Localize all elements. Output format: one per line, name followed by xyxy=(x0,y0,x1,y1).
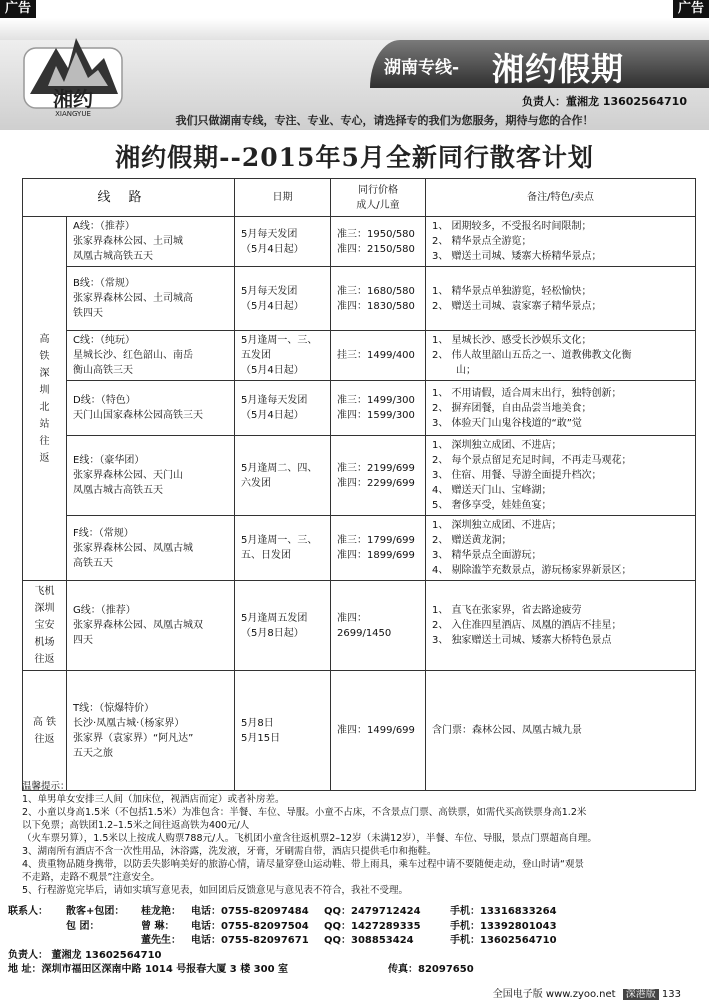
table-header-row xyxy=(23,179,696,217)
route-cell: D线：（特色） 天门山国家森林公园高铁三天 xyxy=(67,381,235,436)
table-row xyxy=(23,381,696,436)
ad-label-left: 广告 xyxy=(0,0,36,18)
notes-cell: 1、 深圳独立成团、不进店； 2、 每个景点留足充足时间，不再走马观花； 3、 住宿、用餐、导游全面提升档次； 4、 赠送天门山、宝峰湖； 5、 奢侈享受，娃娃鱼宴； xyxy=(426,436,696,516)
date-cell: 5月每天发团 （5月4日起） xyxy=(235,267,331,331)
price-cell: 准三：1680/580 准四：1830/580 xyxy=(331,267,426,331)
header-price: 同行价格 成人/儿童 xyxy=(331,179,426,217)
table-row xyxy=(23,581,696,671)
route-cell: F线：（常规） 张家界森林公园、凤凰古城 高铁五天 xyxy=(67,516,235,581)
banner-slogan: 我们只做湖南专线，专注、专业、专心，请选择专的我们为您服务，期待与您的合作！ xyxy=(175,114,594,127)
route-cell: E线：（豪华团） 张家界森林公园、天门山 凤凰古城古高铁五天 xyxy=(67,436,235,516)
route-cell: B线：（常规） 张家界森林公园、土司城高 铁四天 xyxy=(67,267,235,331)
notes-cell: 1、 直飞在张家界，省去路途疲劳 2、 入住准四星酒店、凤凰的酒店不挂星； 3、 独家赠送土司城、矮寨大桥特色景点 xyxy=(426,581,696,671)
footer-edition: 深港版 xyxy=(623,989,659,1000)
price-cell: 挂三：1499/400 xyxy=(331,331,426,381)
table-row xyxy=(23,267,696,331)
contact-block xyxy=(8,905,698,978)
group-label: 飞机深圳宝安机场往返 xyxy=(23,581,67,671)
route-cell: A线：（推荐） 张家界森林公园、土司城 凤凰古城高铁五天 xyxy=(67,217,235,267)
page-title: 湘约假期--2015年5月全新同行散客计划 xyxy=(115,143,594,172)
ad-label-right: 广告 xyxy=(673,0,709,18)
logo-text: 湘约 xyxy=(53,87,93,111)
notes-cell: 1、 星城长沙、感受长沙娱乐文化； 2、 伟人故里韶山五岳之一、道教佛教文化衡 山； xyxy=(426,331,696,381)
price-cell: 准三：1950/580 准四：2150/580 xyxy=(331,217,426,267)
line-label: 湖南专线- xyxy=(384,58,460,78)
brand-bar xyxy=(370,40,709,88)
notes-cell: 含门票：森林公园、凤凰古城九景 xyxy=(426,671,696,791)
price-cell: 准三：1799/699 准四：1899/699 xyxy=(331,516,426,581)
contact-address: 地 址：深圳市福田区深南中路 1014 号报春大厦 3 楼 300 室 传真：82097650 xyxy=(8,964,474,975)
price-cell: 准三：1499/300 准四：1599/300 xyxy=(331,381,426,436)
route-cell: C线：（纯玩） 星城长沙、红色韶山、南岳 衡山高铁三天 xyxy=(67,331,235,381)
table-row xyxy=(23,217,696,267)
date-cell: 5月逢周五发团 （5月8日起） xyxy=(235,581,331,671)
price-cell: 准四：1499/699 xyxy=(331,671,426,791)
route-cell: T线：（惊爆特价） 长沙·凤凰古城·（杨家界） 张家界（袁家界）“阿凡达” 五天之旅 xyxy=(67,671,235,791)
table-row xyxy=(23,516,696,581)
notes-cell: 1、 团期较多，不受报名时间限制； 2、 精华景点全游览； 3、 赠送土司城、矮寨大桥精华景点； xyxy=(426,217,696,267)
banner-responsible: 负责人：董湘龙 13602564710 xyxy=(521,95,687,108)
itinerary-table xyxy=(22,178,696,791)
route-cell: G线：（推荐） 张家界森林公园、凤凰古城双 四天 xyxy=(67,581,235,671)
notes-cell: 1、 不用请假，适合周末出行，独特创新； 2、 摒弃团餐，自由品尝当地美食； 3、 体验天门山鬼谷栈道的“敢”觉 xyxy=(426,381,696,436)
notes-cell: 1、 深圳独立成团、不进店； 2、 赠送黄龙洞； 3、 精华景点全面游玩； 4、 剔除滥竽充数景点，游玩杨家界新景区； xyxy=(426,516,696,581)
footer-site: 全国电子版 www.zyoo.net xyxy=(492,989,616,1000)
contact-row: 董先生： 电话：0755-82097671 QQ：308853424 手机：13602564710 xyxy=(141,935,557,946)
table-row xyxy=(23,436,696,516)
contact-responsible: 负责人： 董湘龙 13602564710 xyxy=(8,949,162,961)
table-row xyxy=(23,331,696,381)
header-date: 日期 xyxy=(235,179,331,217)
date-cell: 5月逢周一、三、 五发团 （5月4日起） xyxy=(235,331,331,381)
date-cell: 5月每天发团 （5月4日起） xyxy=(235,217,331,267)
price-cell: 准四：2699/1450 xyxy=(331,581,426,671)
contact-row: 包 团： 曾 琳： 电话：0755-82097504 QQ：1427289335 手机：13392801043 xyxy=(66,920,557,932)
notes-cell: 1、 精华景点单独游览，轻松愉快； 2、 赠送土司城、袁家寨子精华景点； xyxy=(426,267,696,331)
header-notes: 备注/特色/卖点 xyxy=(426,179,696,217)
date-cell: 5月8日 5月15日 xyxy=(235,671,331,791)
brand-name: 湘约假期 xyxy=(492,50,625,88)
mountain-logo-icon xyxy=(18,26,128,121)
header-route: 线路 xyxy=(23,179,235,217)
contact-row: 联系人： 散客+包团： 桂龙艳： 电话：0755-82097484 QQ：2479712424 手机：13316833264 xyxy=(8,906,557,917)
footer-page-number: 133 xyxy=(661,989,681,1000)
group-label: 高铁深圳北站往返 xyxy=(23,217,67,581)
page-footer xyxy=(493,985,681,1000)
group-label: 高 铁往返 xyxy=(23,671,67,791)
date-cell: 5月逢周二、四、 六发团 xyxy=(235,436,331,516)
date-cell: 5月逢每天发团 （5月4日起） xyxy=(235,381,331,436)
header-banner xyxy=(0,18,709,130)
logo-subtext: XIANGYUE xyxy=(55,110,91,118)
date-cell: 5月逢周一、三、 五、日发团 xyxy=(235,516,331,581)
price-cell: 准三：2199/699 准四：2299/699 xyxy=(331,436,426,516)
table-row xyxy=(23,671,696,791)
warm-tips: 温馨提示： 1、单男单女安排三人间（加床位，视酒店而定）或者补房差。 2、小童以身高1.5米（不包括1.5米）为准包含：半餐、车位、导服。小童不占床，不含景点门票、高铁票，如需代买高铁票身高1.2米 以下免票；高铁团1.2–1.5米之间往返高铁为400元/人 （火车票另算），1.5米以上按成人购票788元/人。飞机团小童含往返机票2–12岁（未满12岁），半餐、车位、导服，景点门票超高自理。 3、湖南所有酒店不含一次性用品，沐浴露，洗发液，牙膏，牙刷需自带，酒店只提供毛巾和拖鞋。 4、贵重物品随身携带，以防丢失影响美好的旅游心情，请尽量穿登山运动鞋、带上雨具，乘车过程中请不要随便走动，登山时请“观景 不走路，走路不观景”注意安全。 5、行程游览完毕后，请如实填写意见表，如回团后反馈意见与意见表不符合，我社不受理。 xyxy=(22,781,597,896)
